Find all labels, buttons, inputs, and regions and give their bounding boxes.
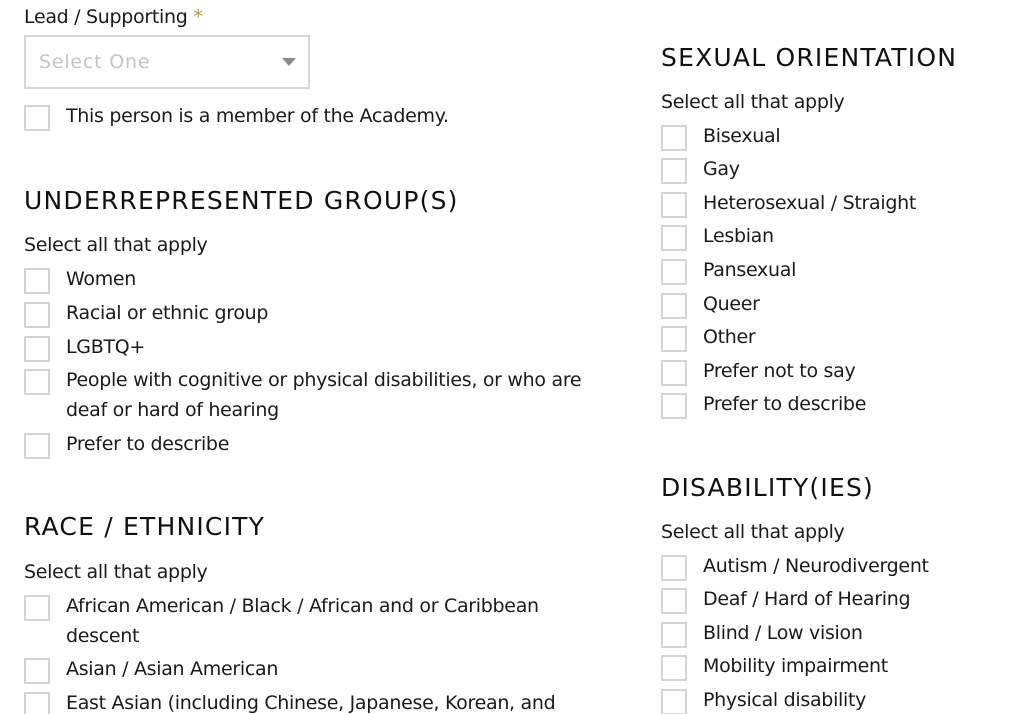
checkbox[interactable]	[661, 622, 687, 648]
option-label: Autism / Neurodivergent	[703, 555, 929, 577]
orientation-subtitle: Select all that apply	[661, 91, 845, 113]
lead-supporting-label-text: Lead / Supporting	[24, 6, 188, 28]
orientation-title: SEXUAL ORIENTATION	[661, 43, 958, 72]
option-label: Prefer to describe	[66, 433, 230, 455]
option-label: Heterosexual / Straight	[703, 192, 916, 214]
required-marker: *	[193, 6, 203, 28]
checkbox[interactable]	[24, 433, 50, 459]
checkbox[interactable]	[24, 369, 50, 395]
checkbox[interactable]	[24, 595, 50, 621]
option-label: Pansexual	[703, 259, 797, 281]
race-subtitle: Select all that apply	[24, 561, 208, 583]
option-label: Other	[703, 326, 756, 348]
option-label: Women	[66, 268, 137, 290]
race-title: RACE / ETHNICITY	[24, 512, 266, 541]
disability-subtitle: Select all that apply	[661, 521, 845, 543]
checkbox[interactable]	[661, 225, 687, 251]
checkbox[interactable]	[24, 302, 50, 328]
option-label: Blind / Low vision	[703, 622, 863, 644]
checkbox[interactable]	[661, 555, 687, 581]
disability-title: DISABILITY(IES)	[661, 473, 874, 502]
checkbox[interactable]	[24, 658, 50, 684]
checkbox[interactable]	[24, 692, 50, 714]
option-label: Bisexual	[703, 125, 781, 147]
option-label: Deaf / Hard of Hearing	[703, 588, 911, 610]
option-label: Prefer not to say	[703, 360, 856, 382]
underrepresented-subtitle: Select all that apply	[24, 234, 208, 256]
option-label: Gay	[703, 158, 740, 180]
lead-supporting-select[interactable]	[24, 35, 310, 89]
checkbox[interactable]	[661, 689, 687, 714]
checkbox[interactable]	[661, 259, 687, 285]
option-label: LGBTQ+	[66, 336, 146, 358]
option-label: Mobility impairment	[703, 655, 888, 677]
option-label: African American / Black / African and or Caribbean descent	[66, 595, 539, 647]
checkbox[interactable]	[24, 268, 50, 294]
option-label: Physical disability	[703, 689, 867, 711]
checkbox[interactable]	[661, 158, 687, 184]
checkbox[interactable]	[661, 192, 687, 218]
checkbox[interactable]	[661, 588, 687, 614]
checkbox[interactable]	[661, 326, 687, 352]
academy-member-label: This person is a member of the Academy.	[66, 105, 449, 127]
select-placeholder: Select One	[39, 51, 151, 73]
option-label: People with cognitive or physical disabilities, or who are deaf or hard of hearing	[66, 369, 582, 421]
lead-supporting-label	[24, 6, 203, 28]
caret-down-icon	[282, 58, 296, 66]
checkbox[interactable]	[661, 655, 687, 681]
option-label: Lesbian	[703, 225, 774, 247]
underrepresented-title: UNDERREPRESENTED GROUP(S)	[24, 186, 459, 215]
checkbox[interactable]	[661, 293, 687, 319]
option-label: Prefer to describe	[703, 393, 867, 415]
option-label: East Asian (including Chinese, Japanese, Korean, and	[66, 692, 556, 714]
option-label: Asian / Asian American	[66, 658, 279, 680]
checkbox[interactable]	[661, 125, 687, 151]
checkbox[interactable]	[24, 336, 50, 362]
option-label: Queer	[703, 293, 760, 315]
checkbox[interactable]	[661, 360, 687, 386]
academy-member-checkbox[interactable]	[24, 105, 50, 131]
checkbox[interactable]	[661, 393, 687, 419]
option-label: Racial or ethnic group	[66, 302, 269, 324]
